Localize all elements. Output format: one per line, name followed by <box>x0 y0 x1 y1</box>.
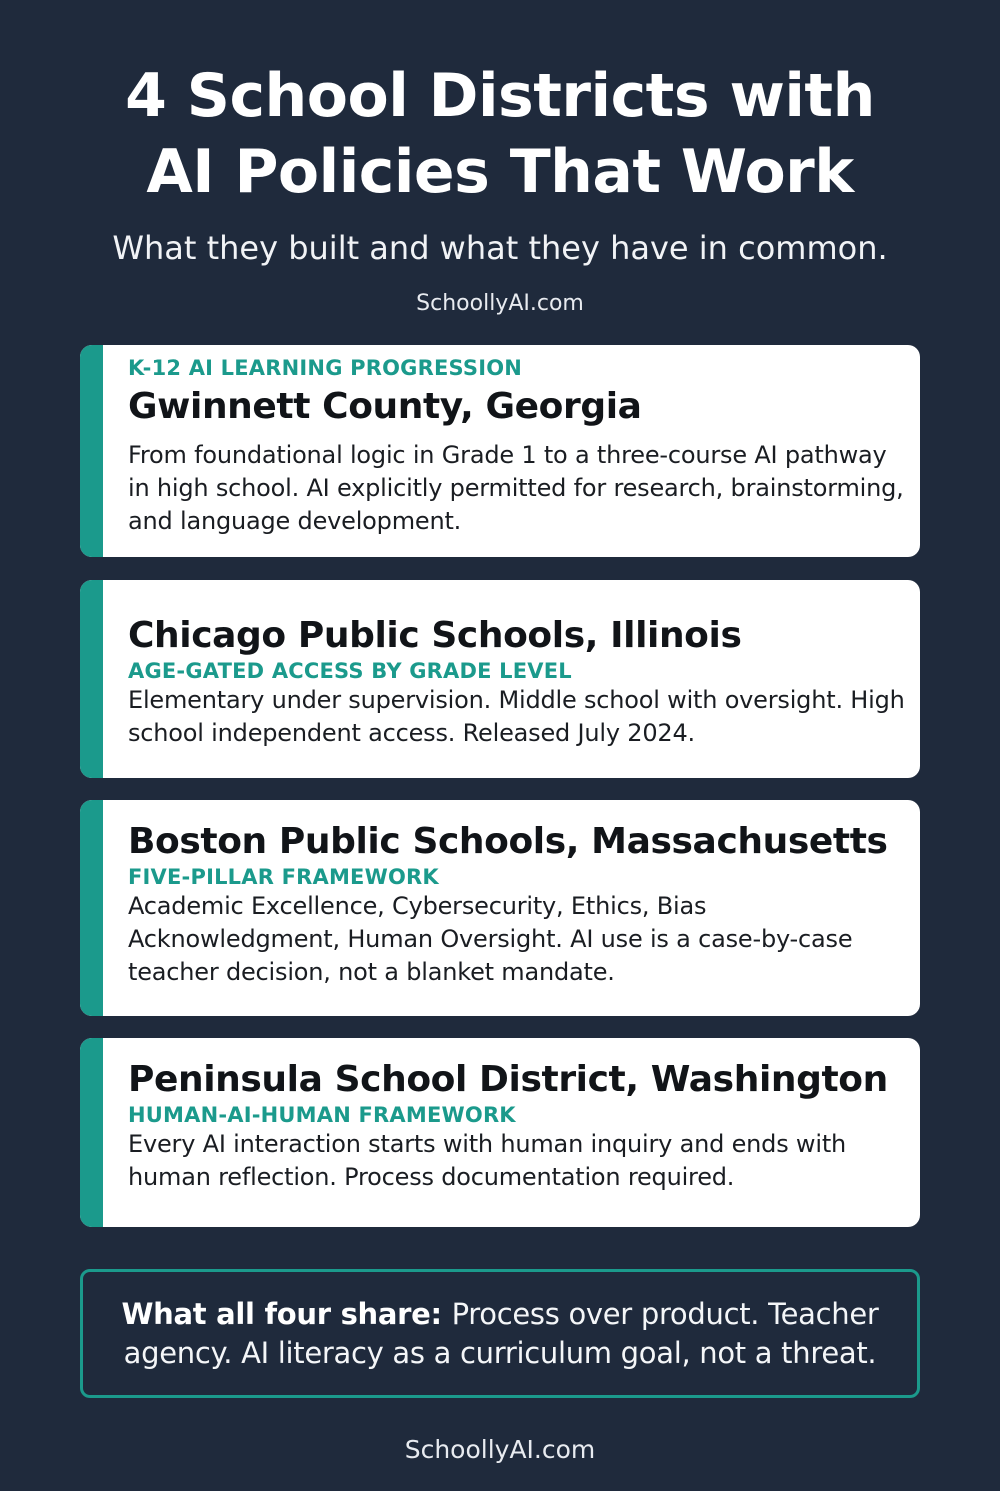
title-line-1: 4 School Districts with <box>125 61 875 131</box>
card-district-name: Gwinnett County, Georgia <box>128 386 642 427</box>
card-description: From foundational logic in Grade 1 to a three-course AI pathway in high school. AI explicitly permitted for research, brainstorming, and language development. <box>128 441 904 535</box>
district-card-gwinnett <box>80 345 920 557</box>
card-district-name: Peninsula School District, Washington <box>128 1059 888 1100</box>
header <box>0 58 1000 318</box>
card-body <box>128 580 912 778</box>
summary-text <box>113 1295 887 1373</box>
card-body <box>128 345 912 557</box>
card-description: Academic Excellence, Cybersecurity, Ethics, Bias Acknowledgment, Human Oversight. AI use is a case-by-case teacher decision, not a blanket mandate. <box>128 892 853 986</box>
card-description: Every AI interaction starts with human inquiry and ends with human reflection. Process documentation required. <box>128 1130 847 1191</box>
page-subtitle: What they built and what they have in common. <box>112 229 888 267</box>
card-district-name: Chicago Public Schools, Illinois <box>128 615 742 656</box>
card-district-name: Boston Public Schools, Massachusetts <box>128 821 888 862</box>
district-card-boston <box>80 800 920 1016</box>
district-card-chicago <box>80 580 920 778</box>
district-card-peninsula <box>80 1038 920 1227</box>
title-line-2: AI Policies That Work <box>146 137 854 207</box>
card-body <box>128 1038 912 1227</box>
card-accent-bar <box>80 1038 103 1227</box>
site-name-bottom: SchoollyAI.com <box>404 1435 596 1464</box>
card-accent-bar <box>80 345 103 557</box>
card-accent-bar <box>80 800 103 1016</box>
card-tag: FIVE-PILLAR FRAMEWORK <box>128 865 439 889</box>
summary-box <box>80 1269 920 1398</box>
page-title <box>0 58 1000 210</box>
summary-body: Process over product. Teacher agency. AI literacy as a curriculum goal, not a threat. <box>123 1296 879 1370</box>
card-accent-bar <box>80 580 103 778</box>
summary-lead: What all four share: <box>121 1296 452 1331</box>
site-name-top: SchoollyAI.com <box>416 291 584 316</box>
card-tag: HUMAN-AI-HUMAN FRAMEWORK <box>128 1103 516 1127</box>
card-body <box>128 800 912 1016</box>
card-description: Elementary under supervision. Middle school with oversight. High school independent access. Released July 2024. <box>128 686 905 747</box>
card-tag: AGE-GATED ACCESS BY GRADE LEVEL <box>128 659 572 683</box>
card-tag: K-12 AI LEARNING PROGRESSION <box>128 356 523 380</box>
